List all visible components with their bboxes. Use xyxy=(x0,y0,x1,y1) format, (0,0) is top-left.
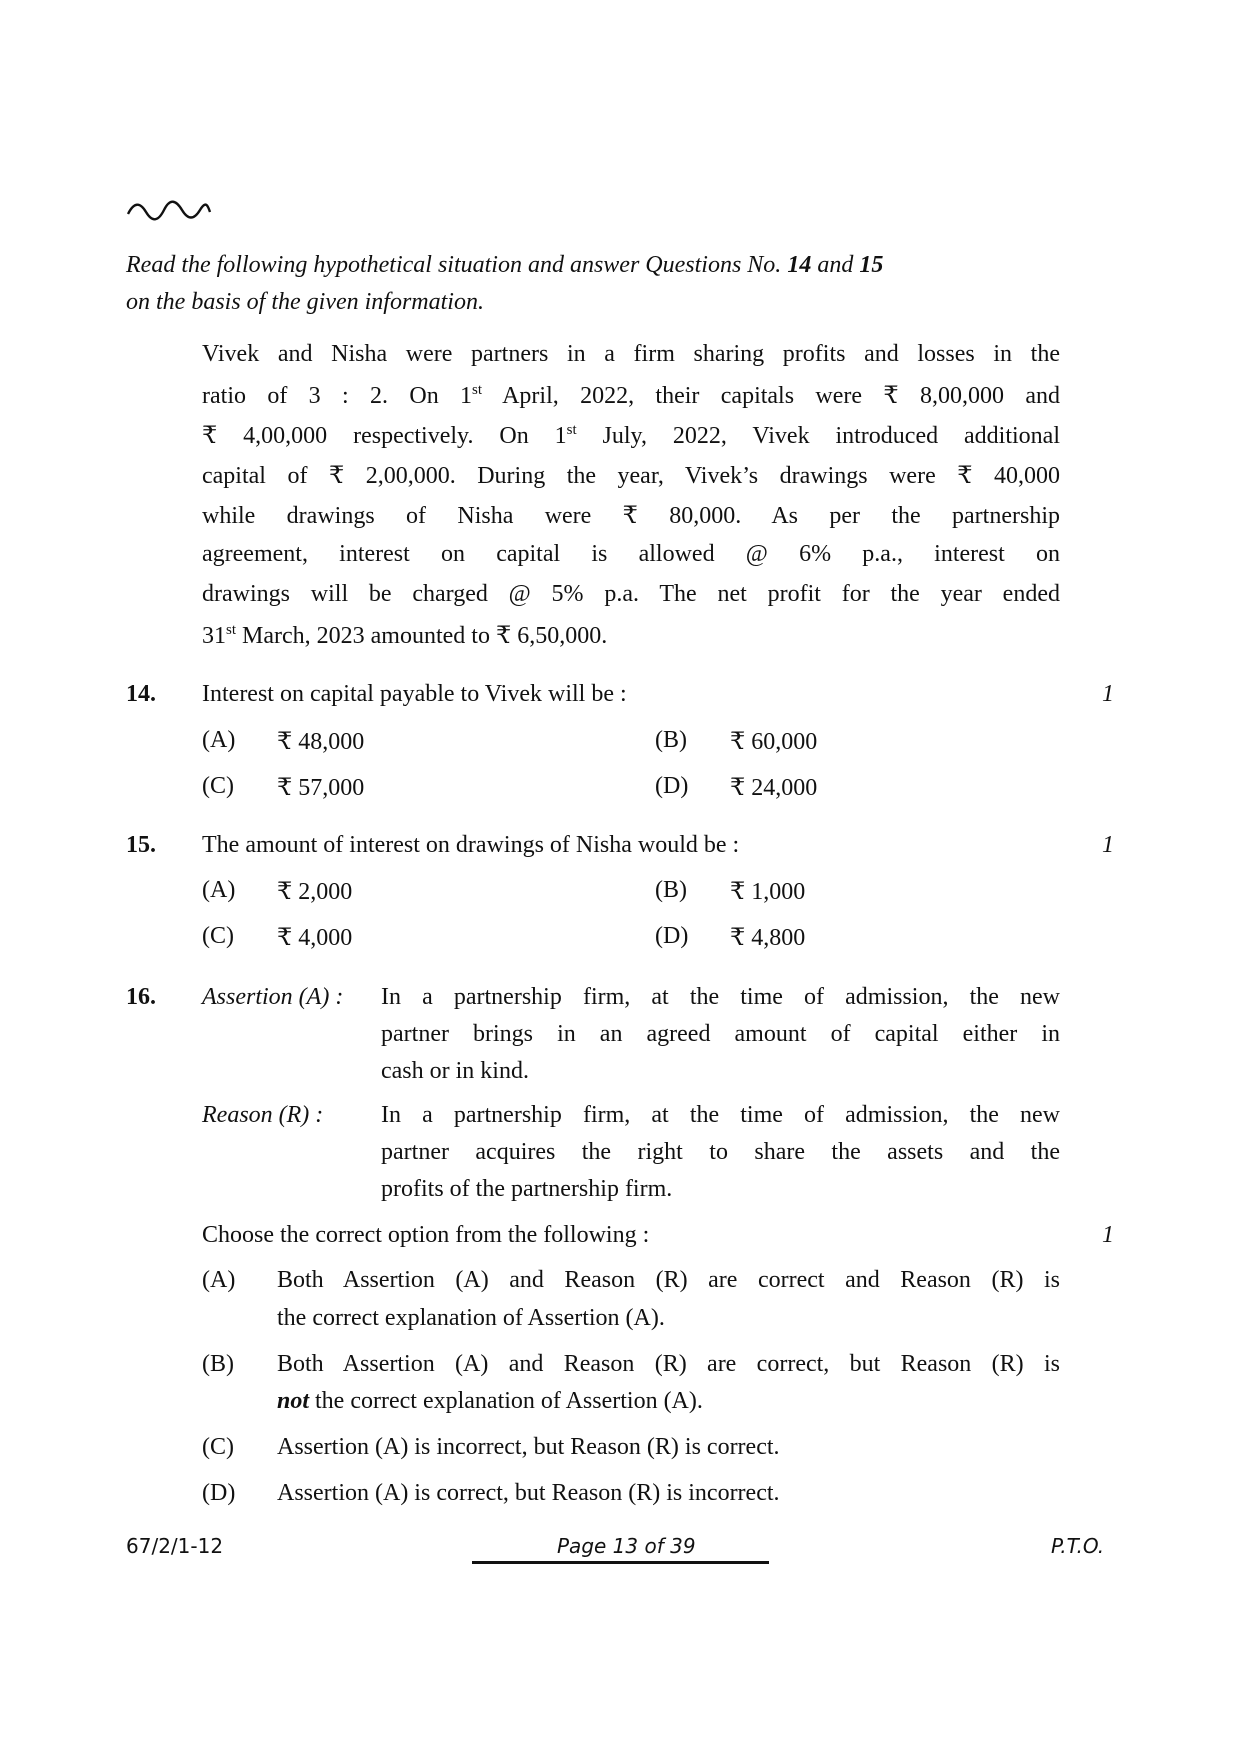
intro-question-ref: 14 xyxy=(787,252,812,278)
option-label: (C) xyxy=(202,773,234,799)
option-label: (A) xyxy=(202,727,236,753)
passage-text: April, 2022, their capitals were ₹ 8,00,000 and xyxy=(482,383,1060,409)
question-number: 15. xyxy=(126,832,156,858)
ordinal-suffix: st xyxy=(566,422,577,438)
option-b-text[interactable]: Both Assertion (A) and Reason (R) are correct, but Reason (R) is xyxy=(277,1351,1060,1377)
option-b-value[interactable]: ₹ 60,000 xyxy=(730,729,818,755)
assertion-line: In a partnership firm, at the time of admission, the new xyxy=(381,984,1060,1010)
ordinal-suffix: st xyxy=(472,382,483,398)
reason-label: Reason (R) : xyxy=(202,1102,324,1128)
page-number-underline xyxy=(472,1561,769,1564)
option-d-value[interactable]: ₹ 24,000 xyxy=(730,775,818,801)
option-label: (D) xyxy=(655,773,689,799)
wavy-tilde-icon xyxy=(126,198,212,222)
option-a-text-cont[interactable]: the correct explanation of Assertion (A). xyxy=(277,1305,665,1331)
passage-line: Vivek and Nisha were partners in a firm sharing profits and losses in the xyxy=(202,341,1060,367)
passage-text: March, 2023 amounted to ₹ 6,50,000. xyxy=(236,623,608,649)
passage-line: while drawings of Nisha were ₹ 80,000. As per the partnership xyxy=(202,503,1060,529)
passage-text: ratio of 3 : 2. On 1 xyxy=(202,383,473,409)
passage-line xyxy=(202,381,1060,410)
option-label: (B) xyxy=(655,727,687,753)
page-number: Page 13 of 39 xyxy=(557,1534,696,1558)
option-label: (C) xyxy=(202,923,234,949)
passage-text: ₹ 4,00,000 respectively. On 1 xyxy=(202,423,567,449)
option-c-value[interactable]: ₹ 57,000 xyxy=(277,775,365,801)
reason-line: In a partnership firm, at the time of admission, the new xyxy=(381,1102,1060,1128)
intro-instruction-line-1 xyxy=(126,252,883,279)
question-text: Interest on capital payable to Vivek will be : xyxy=(202,681,627,707)
ordinal-suffix: st xyxy=(226,622,237,638)
option-a-text[interactable]: Both Assertion (A) and Reason (R) are correct and Reason (R) is xyxy=(277,1267,1060,1293)
reason-line: partner acquires the right to share the assets and the xyxy=(381,1139,1060,1165)
option-label: (B) xyxy=(655,877,687,903)
reason-line: profits of the partnership firm. xyxy=(381,1176,673,1202)
question-number: 14. xyxy=(126,681,156,707)
intro-question-ref: 15 xyxy=(859,252,884,278)
option-b-text-cont[interactable] xyxy=(277,1388,1060,1415)
option-a-value[interactable]: ₹ 2,000 xyxy=(277,879,353,905)
option-a-value[interactable]: ₹ 48,000 xyxy=(277,729,365,755)
question-marks: 1 xyxy=(1102,1222,1114,1248)
intro-text: and xyxy=(811,252,860,278)
please-turn-over: P.T.O. xyxy=(1051,1534,1105,1558)
passage-line xyxy=(202,621,1060,650)
option-c-value[interactable]: ₹ 4,000 xyxy=(277,925,353,951)
question-marks: 1 xyxy=(1102,681,1114,707)
assertion-label: Assertion (A) : xyxy=(202,984,344,1010)
intro-instruction-line-2: on the basis of the given information. xyxy=(126,289,484,315)
option-label: (D) xyxy=(655,923,689,949)
option-label: (A) xyxy=(202,1267,236,1293)
assertion-line: cash or in kind. xyxy=(381,1058,529,1084)
question-text: The amount of interest on drawings of Nisha would be : xyxy=(202,832,740,858)
option-d-value[interactable]: ₹ 4,800 xyxy=(730,925,806,951)
intro-text: Read the following hypothetical situation and answer Questions No. xyxy=(126,252,788,278)
passage-line: agreement, interest on capital is allowed @ 6% p.a., interest on xyxy=(202,541,1060,567)
choose-prompt: Choose the correct option from the following : xyxy=(202,1222,650,1248)
passage-line: capital of ₹ 2,00,000. During the year, Vivek’s drawings were ₹ 40,000 xyxy=(202,463,1060,489)
passage-text: 31 xyxy=(202,623,226,649)
option-label: (B) xyxy=(202,1351,234,1377)
passage-line xyxy=(202,421,1060,450)
passage-line: drawings will be charged @ 5% p.a. The net profit for the year ended xyxy=(202,581,1060,607)
paper-code: 67/2/1-12 xyxy=(126,1534,224,1558)
option-d-text[interactable]: Assertion (A) is correct, but Reason (R) is incorrect. xyxy=(277,1480,780,1506)
option-label: (C) xyxy=(202,1434,234,1460)
option-label: (D) xyxy=(202,1480,236,1506)
option-b-value[interactable]: ₹ 1,000 xyxy=(730,879,806,905)
option-c-text[interactable]: Assertion (A) is incorrect, but Reason (R) is correct. xyxy=(277,1434,780,1460)
option-label: (A) xyxy=(202,877,236,903)
question-number: 16. xyxy=(126,984,156,1010)
emphasis-not: not xyxy=(277,1388,310,1414)
question-marks: 1 xyxy=(1102,832,1114,858)
assertion-line: partner brings in an agreed amount of capital either in xyxy=(381,1021,1060,1047)
passage-text: July, 2022, Vivek introduced additional xyxy=(576,423,1060,449)
option-text: the correct explanation of Assertion (A). xyxy=(309,1388,703,1414)
